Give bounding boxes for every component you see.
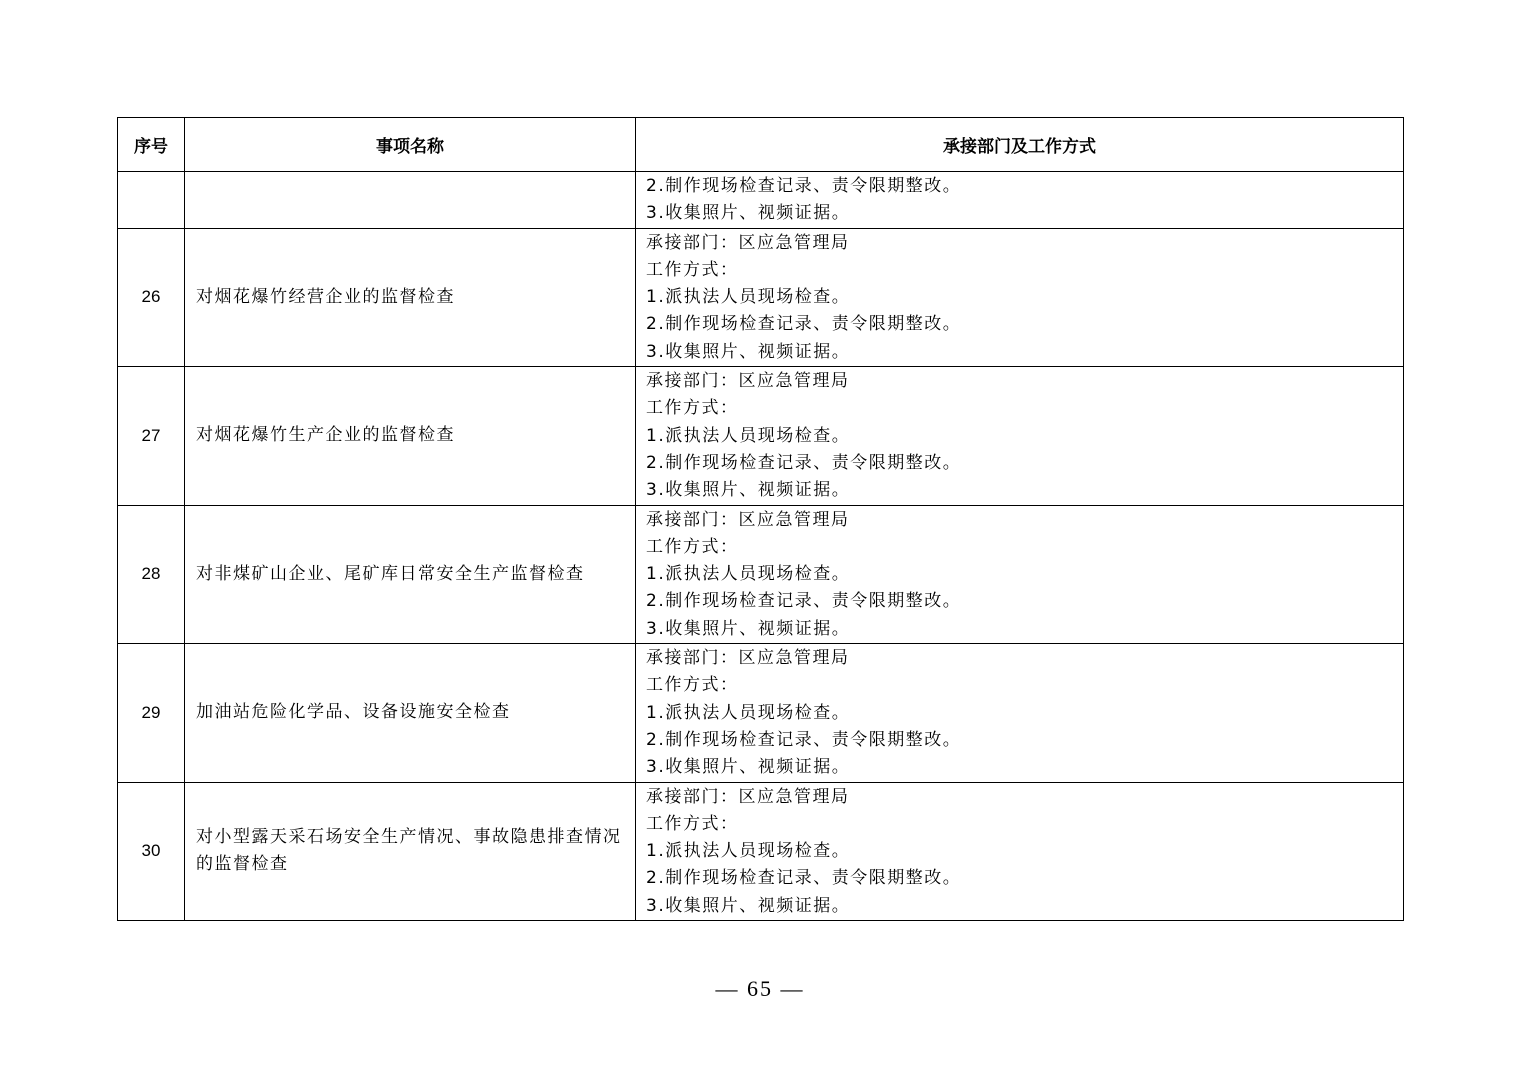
method-line: 1.派执法人员现场检查。	[646, 564, 851, 585]
method-line: 2.制作现场检查记录、责令限期整改。	[646, 591, 962, 612]
table-row	[118, 782, 1404, 920]
cell-department-and-method	[636, 644, 1404, 782]
cell-department-and-method	[636, 367, 1404, 505]
table-row-continuation	[118, 172, 1404, 229]
method-line: 承接部门：区应急管理局	[646, 371, 850, 392]
cell-department-and-method	[636, 505, 1404, 643]
cell-serial-number: 30	[118, 782, 185, 920]
method-line: 工作方式：	[646, 398, 739, 419]
cell-department-and-method	[636, 228, 1404, 366]
method-line: 2.制作现场检查记录、责令限期整改。	[646, 176, 962, 196]
cell-serial-number: 27	[118, 367, 185, 505]
page-number: — 65 —	[715, 976, 805, 1001]
method-line: 承接部门：区应急管理局	[646, 648, 850, 669]
method-line: 1.派执法人员现场检查。	[646, 841, 851, 862]
method-line: 3.收集照片、视频证据。	[646, 895, 851, 916]
cell-serial-number: 29	[118, 644, 185, 782]
cell-item-name: 加油站危险化学品、设备设施安全检查	[185, 644, 636, 782]
cell-serial-number: 28	[118, 505, 185, 643]
cell-department-and-method	[636, 172, 1404, 229]
cell-item-name: 对烟花爆竹生产企业的监督检查	[185, 367, 636, 505]
method-line: 1.派执法人员现场检查。	[646, 425, 851, 446]
table-row	[118, 644, 1404, 782]
cell-serial-number	[118, 172, 185, 229]
method-line: 3.收集照片、视频证据。	[646, 618, 851, 639]
method-line: 2.制作现场检查记录、责令限期整改。	[646, 868, 962, 889]
method-line: 3.收集照片、视频证据。	[646, 203, 851, 224]
table-row	[118, 367, 1404, 505]
cell-serial-number: 26	[118, 228, 185, 366]
cell-item-name: 对烟花爆竹经营企业的监督检查	[185, 228, 636, 366]
cell-item-name	[185, 172, 636, 229]
method-line: 1.派执法人员现场检查。	[646, 702, 851, 723]
cell-item-name: 对小型露天采石场安全生产情况、事故隐患排查情况的监督检查	[185, 782, 636, 920]
method-line: 2.制作现场检查记录、责令限期整改。	[646, 452, 962, 473]
header-item-name: 事项名称	[185, 118, 636, 172]
method-line: 3.收集照片、视频证据。	[646, 341, 851, 362]
method-line: 承接部门：区应急管理局	[646, 509, 850, 530]
method-line: 1.派执法人员现场检查。	[646, 287, 851, 308]
table-header-row	[118, 118, 1404, 172]
table-row	[118, 228, 1404, 366]
method-line: 承接部门：区应急管理局	[646, 786, 850, 807]
method-line: 2.制作现场检查记录、责令限期整改。	[646, 729, 962, 750]
inspection-items-table	[117, 117, 1404, 921]
method-line: 3.收集照片、视频证据。	[646, 757, 851, 778]
method-line: 工作方式：	[646, 536, 739, 557]
method-line: 2.制作现场检查记录、责令限期整改。	[646, 314, 962, 335]
header-serial-number: 序号	[118, 118, 185, 172]
method-line: 3.收集照片、视频证据。	[646, 480, 851, 501]
cell-department-and-method	[636, 782, 1404, 920]
method-line: 工作方式：	[646, 259, 739, 280]
method-line: 承接部门：区应急管理局	[646, 232, 850, 253]
method-line: 工作方式：	[646, 675, 739, 696]
table-row	[118, 505, 1404, 643]
method-line: 工作方式：	[646, 813, 739, 834]
cell-item-name: 对非煤矿山企业、尾矿库日常安全生产监督检查	[185, 505, 636, 643]
header-department-and-method: 承接部门及工作方式	[636, 118, 1404, 172]
